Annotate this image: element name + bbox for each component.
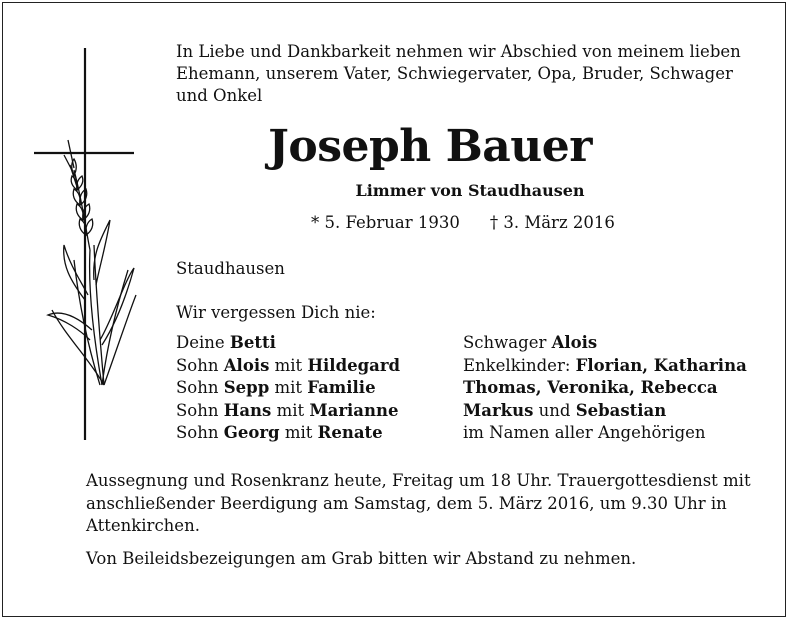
life-dates xyxy=(311,213,645,232)
mourners-right-column xyxy=(463,332,747,445)
intro-text: In Liebe und Dankbarkeit nehmen wir Abschied von meinem lieben Ehemann, unserem Vater, Schwiegervater, Opa, Bruder, Schwager und Onkel xyxy=(176,42,741,105)
place-name: Staudhausen xyxy=(176,259,285,278)
condolence-request: Von Beileidsbezeigungen am Grab bitten wir Abstand zu nehmen. xyxy=(86,549,637,568)
remember-line: Wir vergessen Dich nie: xyxy=(176,303,376,322)
mourners-left-column xyxy=(176,332,400,445)
death-date: † 3. März 2016 xyxy=(489,213,615,232)
birth-date: * 5. Februar 1930 xyxy=(311,213,460,232)
mourner-line: Deine Betti xyxy=(176,333,276,352)
mourner-line: Sohn Hans mit Marianne xyxy=(176,400,399,420)
mourner-line: Schwager Alois xyxy=(463,333,598,352)
mourner-line: Sohn Georg mit Renate xyxy=(176,423,383,442)
deceased-origin: Limmer von Staudhausen xyxy=(355,181,585,200)
deceased-name: Joseph Bauer xyxy=(268,121,592,172)
mourner-line: Sohn Sepp mit Familie xyxy=(176,378,376,397)
mourner-line: im Namen aller Angehörigen xyxy=(463,423,706,442)
mourner-line: Thomas, Veronika, Rebecca xyxy=(463,378,718,397)
service-info: Aussegnung und Rosenkranz heute, Freitag um 18 Uhr. Trauergottesdienst mit anschließender Beerdigung am Samstag, dem 5. März 2016, um 9.30 Uhr in Attenkirchen. xyxy=(86,471,751,535)
mourner-line: Sohn Alois mit Hildegard xyxy=(176,355,401,375)
mourner-line: Enkelkinder: Florian, Katharina xyxy=(463,355,747,375)
mourner-line: Markus und Sebastian xyxy=(463,400,667,420)
cross-with-wheat-icon xyxy=(30,40,140,449)
